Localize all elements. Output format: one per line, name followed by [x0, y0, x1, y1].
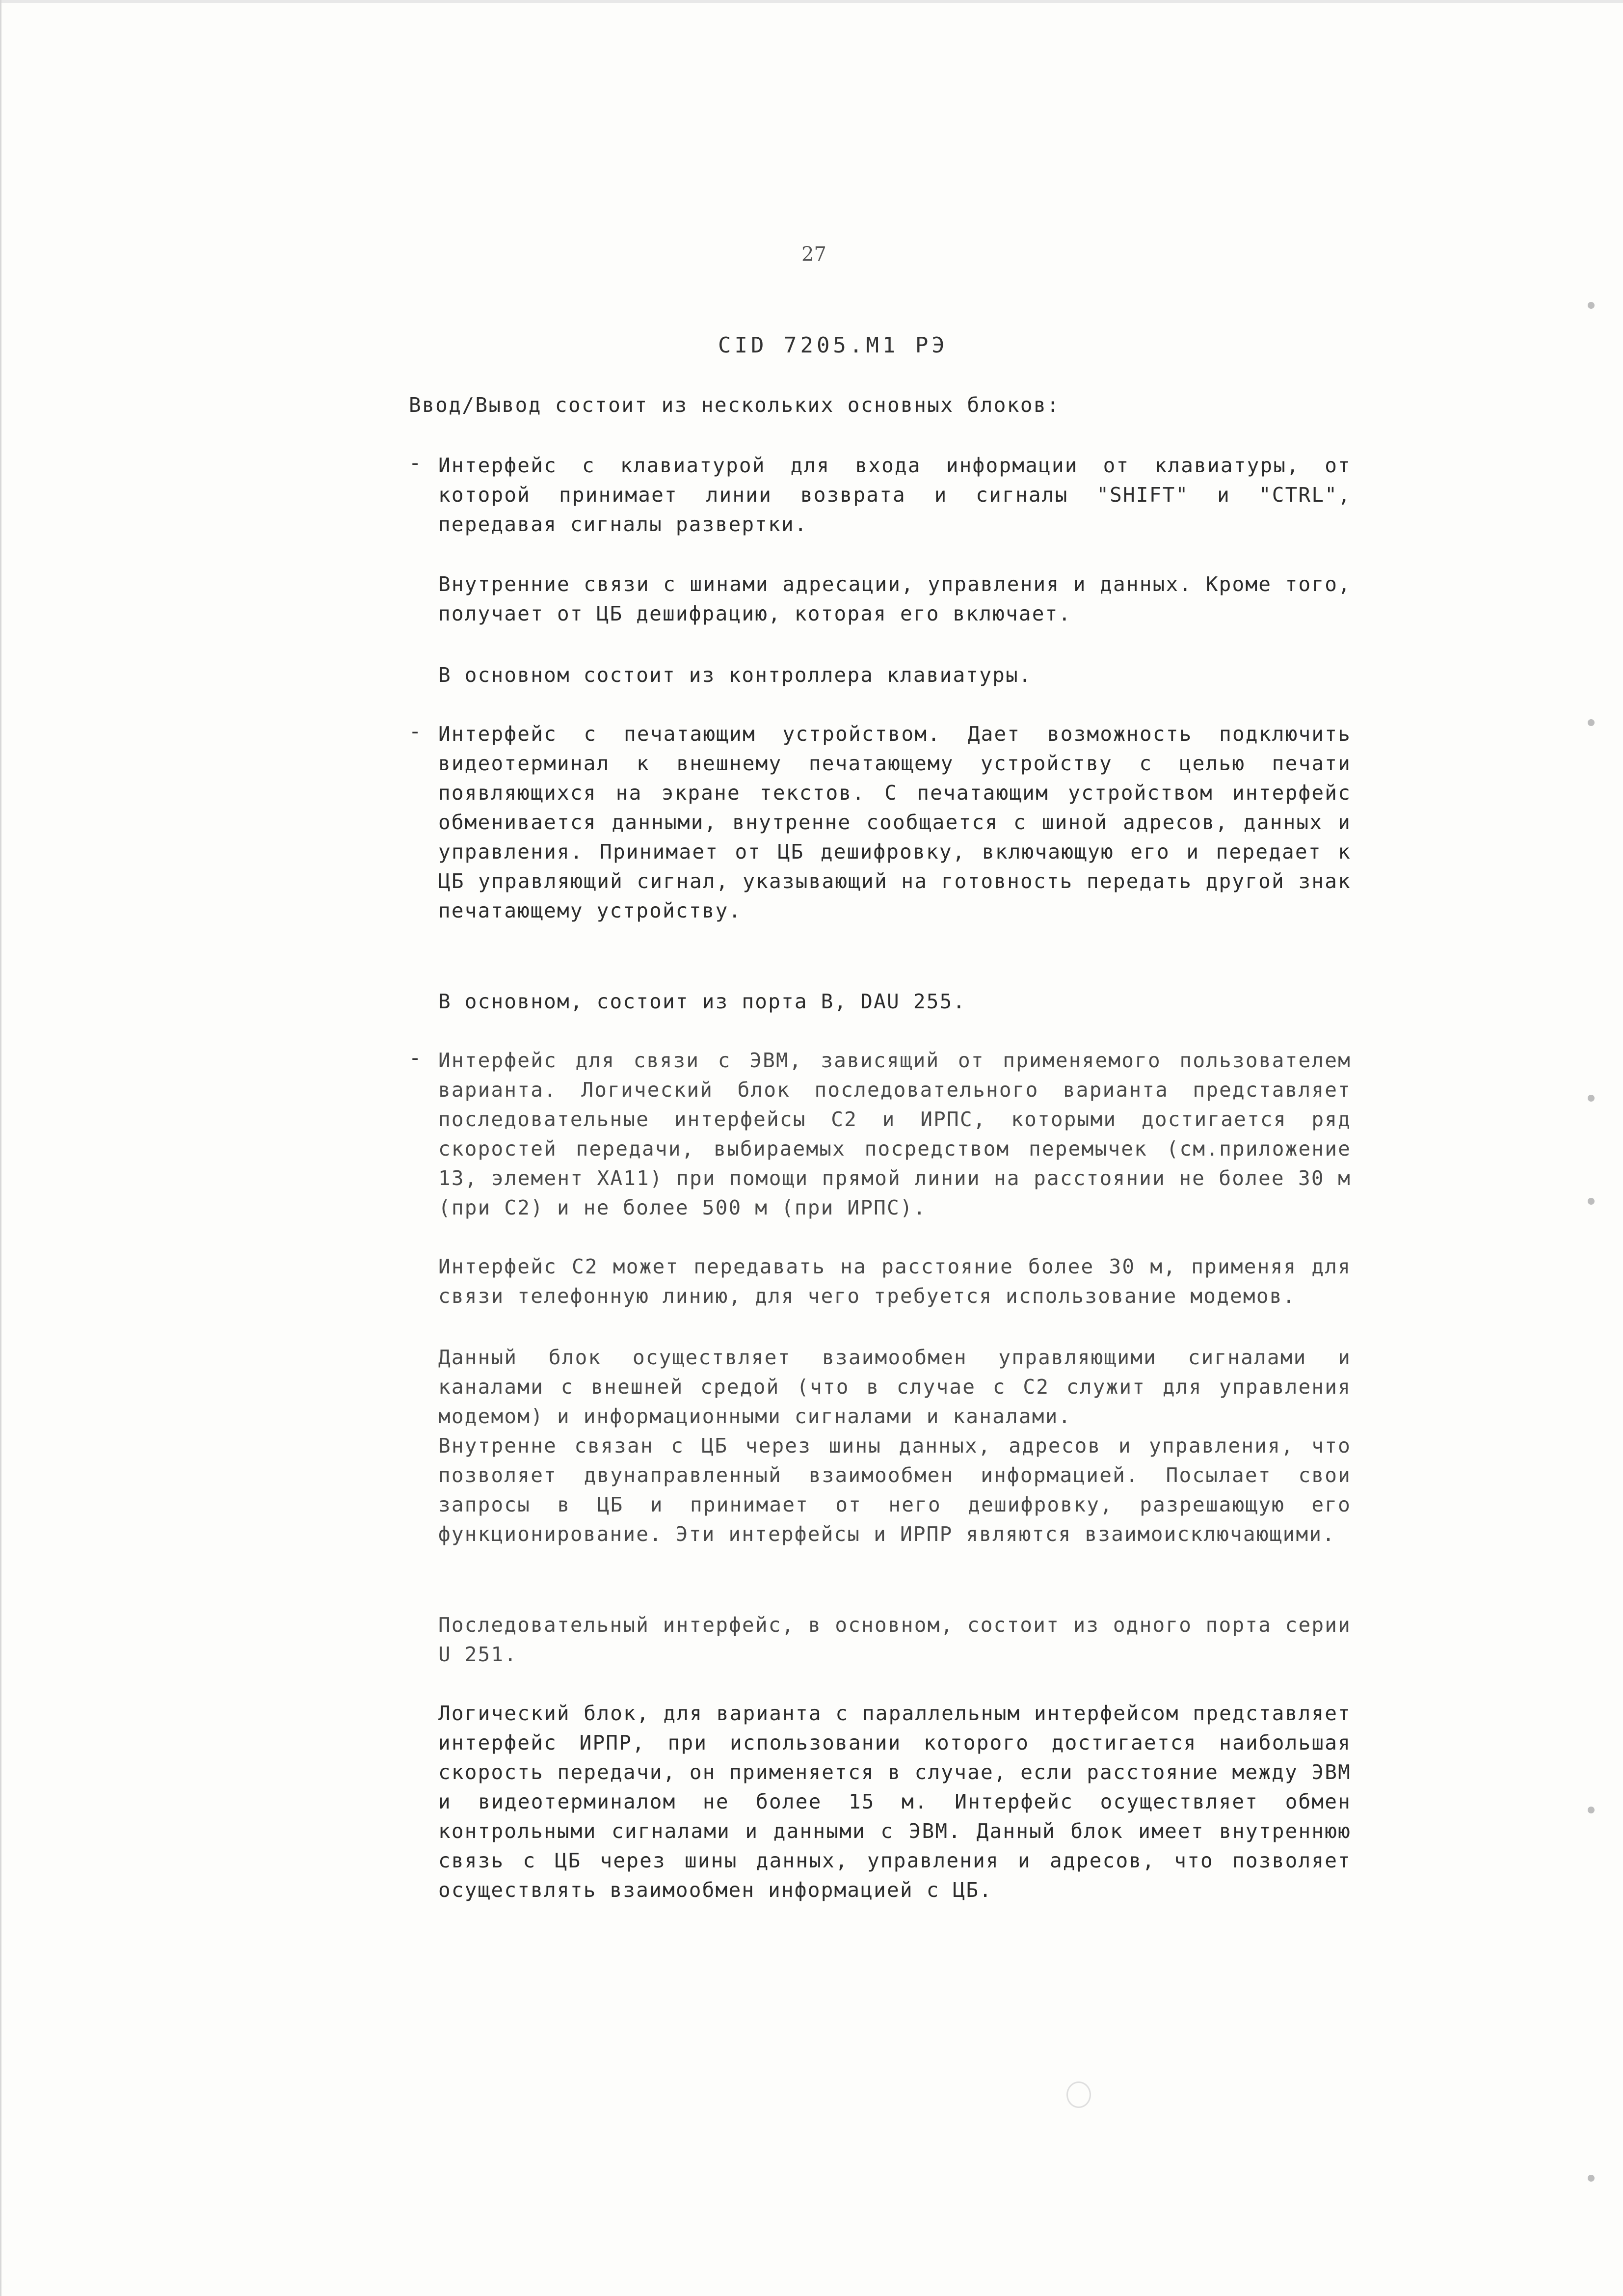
page-top-edge — [1, 0, 1623, 3]
paper-stain — [1066, 2081, 1091, 2108]
paragraph: Интерфейс для связи с ЭВМ, зависящий от применяемого пользователем варианта. Логический блок последовательного варианта представляет последовательные интерфейсы С2 и ИРПС, которыми достигается ряд скоростей передачи, выбираемых посредством перемычек (см.приложение 13, элемент ХА11) при помощи прямой линии на расстоянии не более 30 м (при С2) и не более 500 м (при ИРПС). — [438, 1049, 1351, 1219]
scan-mark-dot — [1588, 302, 1595, 309]
paragraph: Внутренние связи с шинами адресации, управления и данных. Кроме того, получает от ЦБ дешифрацию, которая его включает. — [438, 572, 1351, 625]
paragraph: В основном, состоит из порта В, DAU 255. — [438, 990, 966, 1013]
scan-mark-dot — [1588, 719, 1595, 726]
scan-mark-dot — [1588, 2175, 1595, 2182]
paragraph: Последовательный интерфейс, в основном, состоит из одного порта серии U 251. — [438, 1613, 1351, 1666]
paragraph: В основном состоит из контроллера клавиатуры. — [438, 663, 1032, 687]
scan-mark-dot — [1588, 1807, 1595, 1813]
scan-mark-dot — [1588, 1095, 1595, 1102]
bullet-dash: - — [409, 451, 422, 475]
paragraph: Логический блок, для варианта с параллельным интерфейсом представляет интерфейс ИРПР, при использовании которого достигается наибольшая скорость передачи, он применяется в случае, если расстояние между ЭВМ и видеотерминалом не более 15 м. Интерфейс осуществляет обмен контрольными сигналами и данными с ЭВМ. Данный блок имеет внутреннюю связь с ЦБ через шины данных, управления и адресов, что позволяет осуществлять взаимообмен информацией с ЦБ. — [438, 1702, 1351, 1902]
intro-line: Ввод/Вывод состоит из нескольких основных блоков: — [409, 393, 1061, 417]
paragraph: Интерфейс С2 может передавать на расстояние более 30 м, применяя для связи телефонную линию, для чего требуется использование модемов. — [438, 1255, 1351, 1308]
paragraph: Внутренне связан с ЦБ через шины данных, адресов и управления, что позволяет двунаправленный взаимообмен информацией. Посылает свои запросы в ЦБ и принимает от него дешифровку, разрешающую его функционирование. Эти интерфейсы и ИРПР являются взаимоисключающими. — [438, 1434, 1351, 1546]
scan-mark-dot — [1588, 1198, 1595, 1205]
bullet-dash: - — [409, 719, 422, 743]
document-title: CID 7205.M1 РЭ — [718, 333, 948, 358]
paragraph: Интерфейс с печатающим устройством. Дает возможность подключить видеотерминал к внешнему печатающему устройству с целью печати появляющихся на экране текстов. С печатающим устройством интерфейс обменивается данными, внутренне сообщается с шиной адресов, данных и управления. Принимает от ЦБ дешифровку, включающую его и передает к ЦБ управляющий сигнал, указывающий на готовность передать другой знак печатающему устройству. — [438, 722, 1351, 922]
bullet-dash: - — [409, 1046, 422, 1070]
page-number: 27 — [801, 243, 826, 266]
paragraph: Интерфейс с клавиатурой для входа информации от клавиатуры, от которой принимает линии возврата и сигналы "SHIFT" и "CTRL", передавая сигналы развертки. — [438, 454, 1351, 536]
paragraph: Данный блок осуществляет взаимообмен управляющими сигналами и каналами с внешней средой (что в случае с С2 служит для управления модемом) и информационными сигналами и каналами. — [438, 1346, 1351, 1428]
